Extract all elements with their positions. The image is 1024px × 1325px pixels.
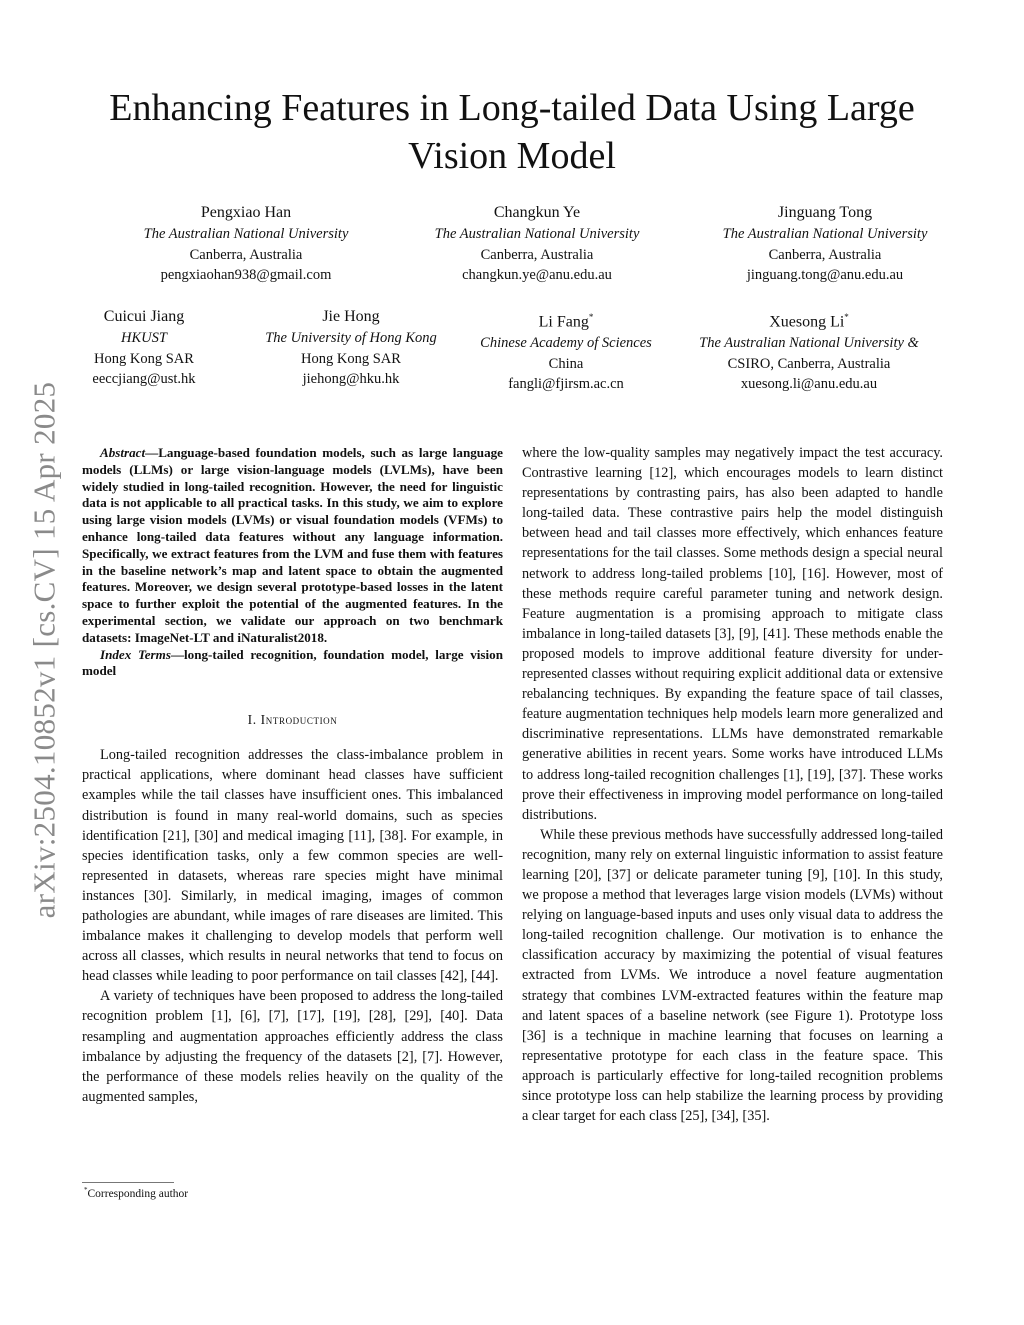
author-location: Canberra, Australia	[480, 246, 594, 263]
author-email: xuesong.li@anu.edu.au	[740, 376, 878, 393]
author-block	[675, 306, 943, 395]
paragraph: where the low-quality samples may negatively impact the test accuracy. Contrastive learning [12], which encourages models to learn distinct representations by contrasting pairs, has also been adapted to handle long-tailed data. These contrastive pairs help the model distinguish between head and tail classes more effectively, which enhances feature representations for the tail classes. Some methods design a special neural network to address long-tailed problems [10], [16]. However, most of these methods require careful parameter tuning and network design. Feature augmentation is a promising approach to mitigate class imbalance in long-tailed datasets [3], [9], [41]. These methods enable the proposed models to improve additional feature diversity for under-represented classes without requiring explicit additional data or extensive rebalancing techniques. By expanding the feature space of tail classes, feature augmentation techniques help models learn more generalized and discriminative representations. LLMs have demonstrated remarkable generative abilities in recent years. Some works have introduced LLMs to address long-tailed recognition challenges [1], [19], [37]. These works prove their effectiveness in improving model performance on long-tailed distributions.	[522, 445, 943, 823]
author-block	[64, 306, 224, 390]
left-column	[82, 445, 503, 1107]
index-terms	[82, 647, 503, 681]
author-name: Jinguang Tong	[777, 204, 873, 221]
author-block	[392, 202, 682, 286]
author-name: Jie Hong	[322, 308, 380, 325]
author-block	[460, 306, 672, 395]
author-email: eeccjiang@ust.hk	[92, 371, 196, 387]
author-name: Li Fang*	[538, 312, 594, 331]
author-affiliation: The Australian National University &	[699, 335, 919, 352]
author-affiliation: The University of Hong Kong	[265, 330, 437, 346]
index-terms-label: Index Terms	[100, 646, 171, 662]
right-column	[522, 443, 943, 1126]
author-email: jiehong@hku.hk	[302, 371, 400, 387]
paper-title: Enhancing Features in Long-tailed Data Using Large Vision Model	[109, 87, 915, 177]
corresponding-mark: *	[588, 312, 594, 322]
author-affiliation: The Australian National University	[434, 226, 640, 242]
paragraph: While these previous methods have successfully addressed long-tailed recognition, many rely on external linguistic information to assist feature learning [20], [37] or delicate parameter tuning [9], [10]. In this study, we propose a method that leverages large vision models (LVMs) without relying on language-based inputs and uses only visual data to address the long-tailed recognition challenge. Our motivation is to enhance the classification accuracy by maximizing the potential of visual features extracted from LVMs. We introduce a novel feature augmentation strategy that combines LVM-extracted features within the feature map and latent spaces of a baseline network (see Figure 1). Prototype loss [36] is a technique in machine learning that focuses on learning a representative prototype for each class in the feature space. This approach is particularly effective for long-tailed recognition problems since prototype loss can help stabilize the learning process by providing a clear target for each class [25], [34], [35].	[522, 826, 943, 1125]
abstract-label: Abstract	[100, 445, 146, 460]
abstract	[82, 445, 503, 647]
author-location: Hong Kong SAR	[301, 350, 401, 367]
paragraph: A variety of techniques have been proposed to address the long-tailed recognition problem [1], [6], [7], [17], [19], [28], [29], [40]. Data resampling and augmentation approaches efficiently address the class imbalance by adjusting the frequency of the datasets [2], [7]. However, the performance of these models relies heavily on the quality of the augmented samples,	[82, 988, 503, 1105]
section-heading: I. Introduction	[247, 712, 338, 728]
author-affiliation: HKUST	[121, 330, 167, 346]
footnote-mark: *	[84, 1186, 88, 1194]
author-email: changkun.ye@anu.edu.au	[462, 267, 612, 283]
author-name: Xuesong Li*	[769, 312, 849, 331]
author-email: fangli@fjirsm.ac.cn	[508, 376, 624, 393]
paragraph: Long-tailed recognition addresses the class-imbalance problem in practical applications, where dominant head classes have sufficient examples while the tail classes have insufficient ones. This imbalanced distribution is found in many real-world domains, such as species identification [21], [30] and medical imaging [11], [38]. For example, in species identification tasks, only a few common species are well-represented in datasets, whereas rare species might have minimal instances [30]. Similarly, in medical imaging, images of common pathologies are abundant, while images of rare diseases are limited. This imbalance makes it challenging to develop models that perform well across all classes, which results in neural networks that tend to focus on head classes while leading to poor performance on tail classes [42], [44].	[82, 747, 503, 985]
footnote-rule	[82, 1182, 174, 1183]
author-location: CSIRO, Canberra, Australia	[727, 355, 891, 372]
author-name: Changkun Ye	[493, 204, 581, 221]
author-email: jinguang.tong@anu.edu.au	[746, 267, 904, 283]
author-name: Pengxiao Han	[200, 204, 292, 221]
author-affiliation: The Australian National University	[722, 226, 928, 242]
author-affiliation: Chinese Academy of Sciences	[480, 335, 652, 352]
author-block	[685, 202, 965, 286]
arxiv-stamp	[24, 350, 64, 950]
author-email: pengxiaohan938@gmail.com	[160, 267, 332, 283]
footnote	[84, 1186, 188, 1200]
author-location: China	[548, 355, 584, 372]
author-block	[243, 306, 459, 390]
index-terms-text: —long-tailed recognition, foundation model, large vision model	[82, 646, 503, 679]
abstract-text: —Language-based foundation models, such as large language models (LLMs) or large vision-language models (LVLMs), have been widely studied in long-tailed recognition. However, the need for linguistic data is not applicable to all practical tasks. In this study, we aim to explore using large vision models (LVMs) or visual foundation models (VFMs) to enhance long-tailed data features without any language information. Specifically, we extract features from the LVM and fuse them with features in the baseline network’s map and latent space to obtain the augmented features. Moreover, we design several prototype-based losses in the latent space to further exploit the potential of the augmented features. In the experimental section, we validate our approach on two benchmark datasets: ImageNet-LT and iNaturalist2018.	[82, 445, 503, 645]
author-location: Hong Kong SAR	[94, 350, 194, 367]
corresponding-mark: *	[844, 312, 849, 322]
author-name: Cuicui Jiang	[103, 308, 185, 325]
footnote-text: Corresponding author	[87, 1187, 189, 1200]
author-affiliation: The Australian National University	[143, 226, 349, 242]
author-location: Canberra, Australia	[768, 246, 882, 263]
arxiv-identifier: arXiv:2504.10852v1 [cs.CV] 15 Apr 2025	[26, 381, 62, 919]
author-location: Canberra, Australia	[189, 246, 303, 263]
author-block	[106, 202, 386, 286]
